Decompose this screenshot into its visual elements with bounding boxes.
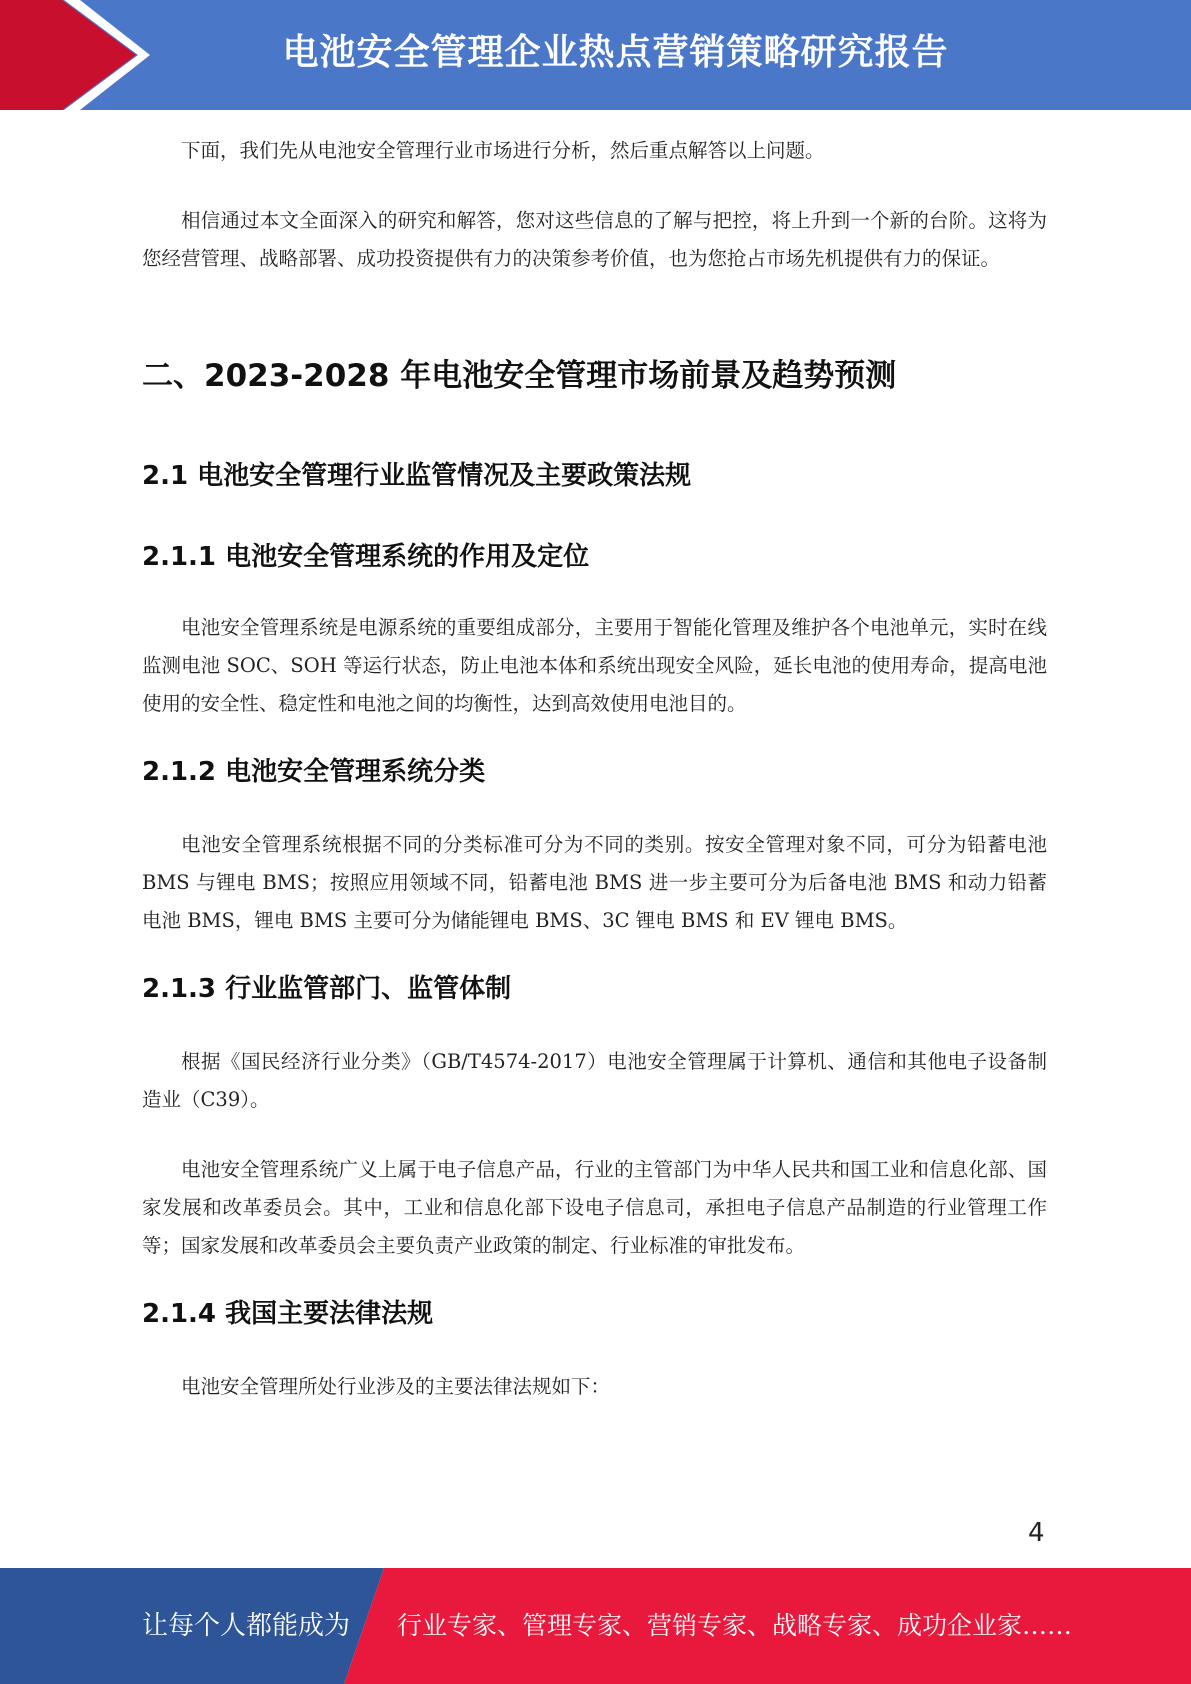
- summary-paragraph: 相信通过本文全面深入的研究和解答，您对这些信息的了解与把控，将上升到一个新的台阶。这将为您经营管理、战略部署、成功投资提供有力的决策参考价值，也为您抢占市场先机提供有力的保证。: [142, 209, 1047, 270]
- paragraph-laws-intro: 电池安全管理所处行业涉及的主要法律法规如下：: [181, 1375, 611, 1398]
- subsection-heading-2-1-4: 2.1.4 我国主要法律法规: [142, 1299, 434, 1329]
- subsection-heading-2-1-3: 2.1.3 行业监管部门、监管体制: [142, 974, 512, 1004]
- paragraph-regulators: 电池安全管理系统广义上属于电子信息产品，行业的主管部门为中华人民共和国工业和信息化部、国家发展和改革委员会。其中，工业和信息化部下设电子信息司，承担电子信息产品制造的行业管理工作等；国家发展和改革委员会主要负责产业政策的制定、行业标准的审批发布。: [142, 1158, 1047, 1257]
- footer-slogan-right: 行业专家、管理专家、营销专家、战略专家、成功企业家……: [397, 1611, 1073, 1640]
- page-content: [142, 132, 1047, 1406]
- intro-paragraph: 下面，我们先从电池安全管理行业市场进行分析，然后重点解答以上问题。: [181, 139, 825, 162]
- report-title: 电池安全管理企业热点营销策略研究报告: [282, 32, 949, 73]
- section-heading: 二、2023-2028 年电池安全管理市场前景及趋势预测: [142, 358, 897, 394]
- paragraph-bms-role: 电池安全管理系统是电源系统的重要组成部分，主要用于智能化管理及维护各个电池单元，实时在线监测电池 SOC、SOH 等运行状态，防止电池本体和系统出现安全风险，延长电池的使用寿命，提高电池使用的安全性、稳定性和电池之间的均衡性，达到高效使用电池目的。: [142, 616, 1047, 715]
- footer-slogan-left: 让每个人都能成为: [142, 1611, 351, 1641]
- header-arrow-decoration: [0, 0, 160, 110]
- paragraph-bms-classification: 电池安全管理系统根据不同的分类标准可分为不同的类别。按安全管理对象不同，可分为铅蓄电池 BMS 与锂电 BMS；按照应用领域不同，铅蓄电池 BMS 进一步主要可分为后备电池 BMS 和动力铅蓄电池 BMS，锂电 BMS 主要可分为储能锂电 BMS、3C 锂电 BMS 和 EV 锂电 BMS。: [142, 833, 1047, 932]
- subsection-heading-2-1-2: 2.1.2 电池安全管理系统分类: [142, 757, 486, 787]
- page-number: 4: [1028, 1518, 1045, 1548]
- subsection-heading-2-1: 2.1 电池安全管理行业监管情况及主要政策法规: [142, 461, 692, 491]
- paragraph-industry-classification: 根据《国民经济行业分类》（GB/T4574-2017）电池安全管理属于计算机、通信和其他电子设备制造业（C39）。: [142, 1050, 1047, 1111]
- page-header: [0, 0, 1191, 110]
- subsection-heading-2-1-1: 2.1.1 电池安全管理系统的作用及定位: [142, 542, 590, 572]
- page-footer: [0, 1568, 1191, 1684]
